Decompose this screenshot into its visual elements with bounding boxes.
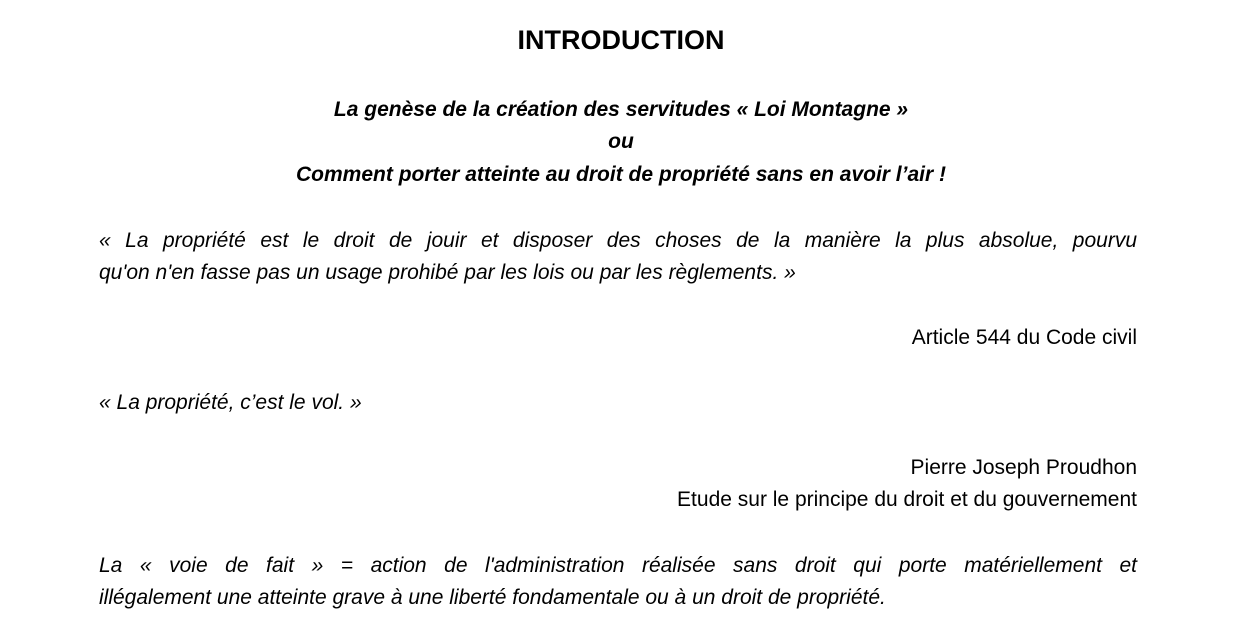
quote-proudhon: « La propriété, c’est le vol. » [99,391,362,414]
page-title: INTRODUCTION [517,25,725,55]
attribution-proudhon-author: Pierre Joseph Proudhon [910,456,1137,479]
subtitle-line-2: ou [608,130,634,153]
definition-line-1: La « voie de fait » = action de l'administration réalisée sans droit qui porte matériellement et [99,554,1137,577]
definition-voie-de-fait [99,550,1137,614]
quote-article-544-line-2: qu'on n'en fasse pas un usage prohibé par les lois ou par les règlements. » [99,261,796,284]
attribution-proudhon-work: Etude sur le principe du droit et du gouvernement [677,488,1137,511]
attribution-code-civil: Article 544 du Code civil [911,326,1137,349]
definition-line-2: illégalement une atteinte grave à une liberté fondamentale ou à un droit de propriété. [99,586,886,609]
quote-article-544-line-1: « La propriété est le droit de jouir et disposer des choses de la manière la plus absolue, pourvu [99,229,1137,252]
quote-article-544 [99,225,1137,289]
subtitle-line-1: La genèse de la création des servitudes « Loi Montagne » [333,98,909,121]
subtitle-line-3: Comment porter atteinte au droit de propriété sans en avoir l’air ! [296,163,946,186]
